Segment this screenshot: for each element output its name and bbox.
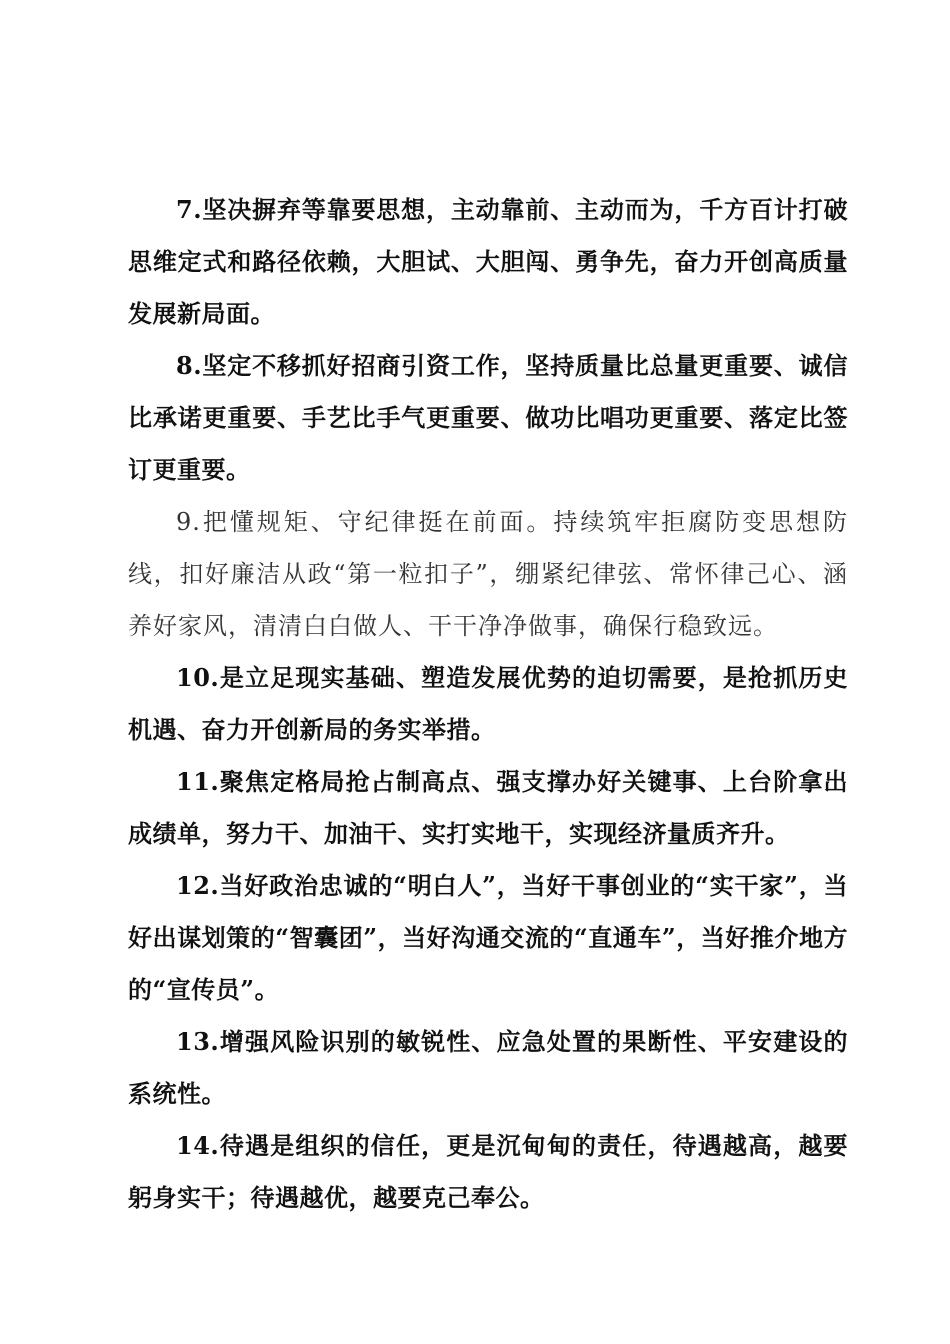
paragraph-9: 9.把懂规矩、守纪律挺在前面。持续筑牢拒腐防变思想防线，扣好廉洁从政“第一粒扣子”，绷紧纪律弦、常怀律己心、涵养好家风，清清白白做人、干干净净做事，确保行稳致远。 bbox=[128, 508, 848, 640]
paragraph-10: 10.是立足现实基础、塑造发展优势的迫切需要，是抢抓历史机遇、奋力开创新局的务实举措。 bbox=[128, 663, 848, 744]
paragraph-13: 13.增强风险识别的敏锐性、应急处置的果断性、平安建设的系统性。 bbox=[128, 1027, 848, 1108]
paragraph-12: 12.当好政治忠诚的“明白人”，当好干事创业的“实干家”，当好出谋划策的“智囊团”，当好沟通交流的“直通车”，当好推介地方的“宣传员”。 bbox=[128, 871, 848, 1004]
paragraph-7: 7.坚决摒弃等靠要思想，主动靠前、主动而为，千方百计打破思维定式和路径依赖，大胆试、大胆闯、勇争先，奋力开创高质量发展新局面。 bbox=[128, 195, 848, 328]
paragraph-14: 14.待遇是组织的信任，更是沉甸甸的责任，待遇越高，越要躬身实干；待遇越优，越要克己奉公。 bbox=[128, 1131, 848, 1212]
paragraph-8: 8.坚定不移抓好招商引资工作，坚持质量比总量更重要、诚信比承诺更重要、手艺比手气更重要、做功比唱功更重要、落定比签订更重要。 bbox=[128, 351, 848, 484]
document-body bbox=[128, 184, 848, 1224]
paragraph-11: 11.聚焦定格局抢占制高点、强支撑办好关键事、上台阶拿出成绩单，努力干、加油干、实打实地干，实现经济量质齐升。 bbox=[128, 767, 848, 848]
